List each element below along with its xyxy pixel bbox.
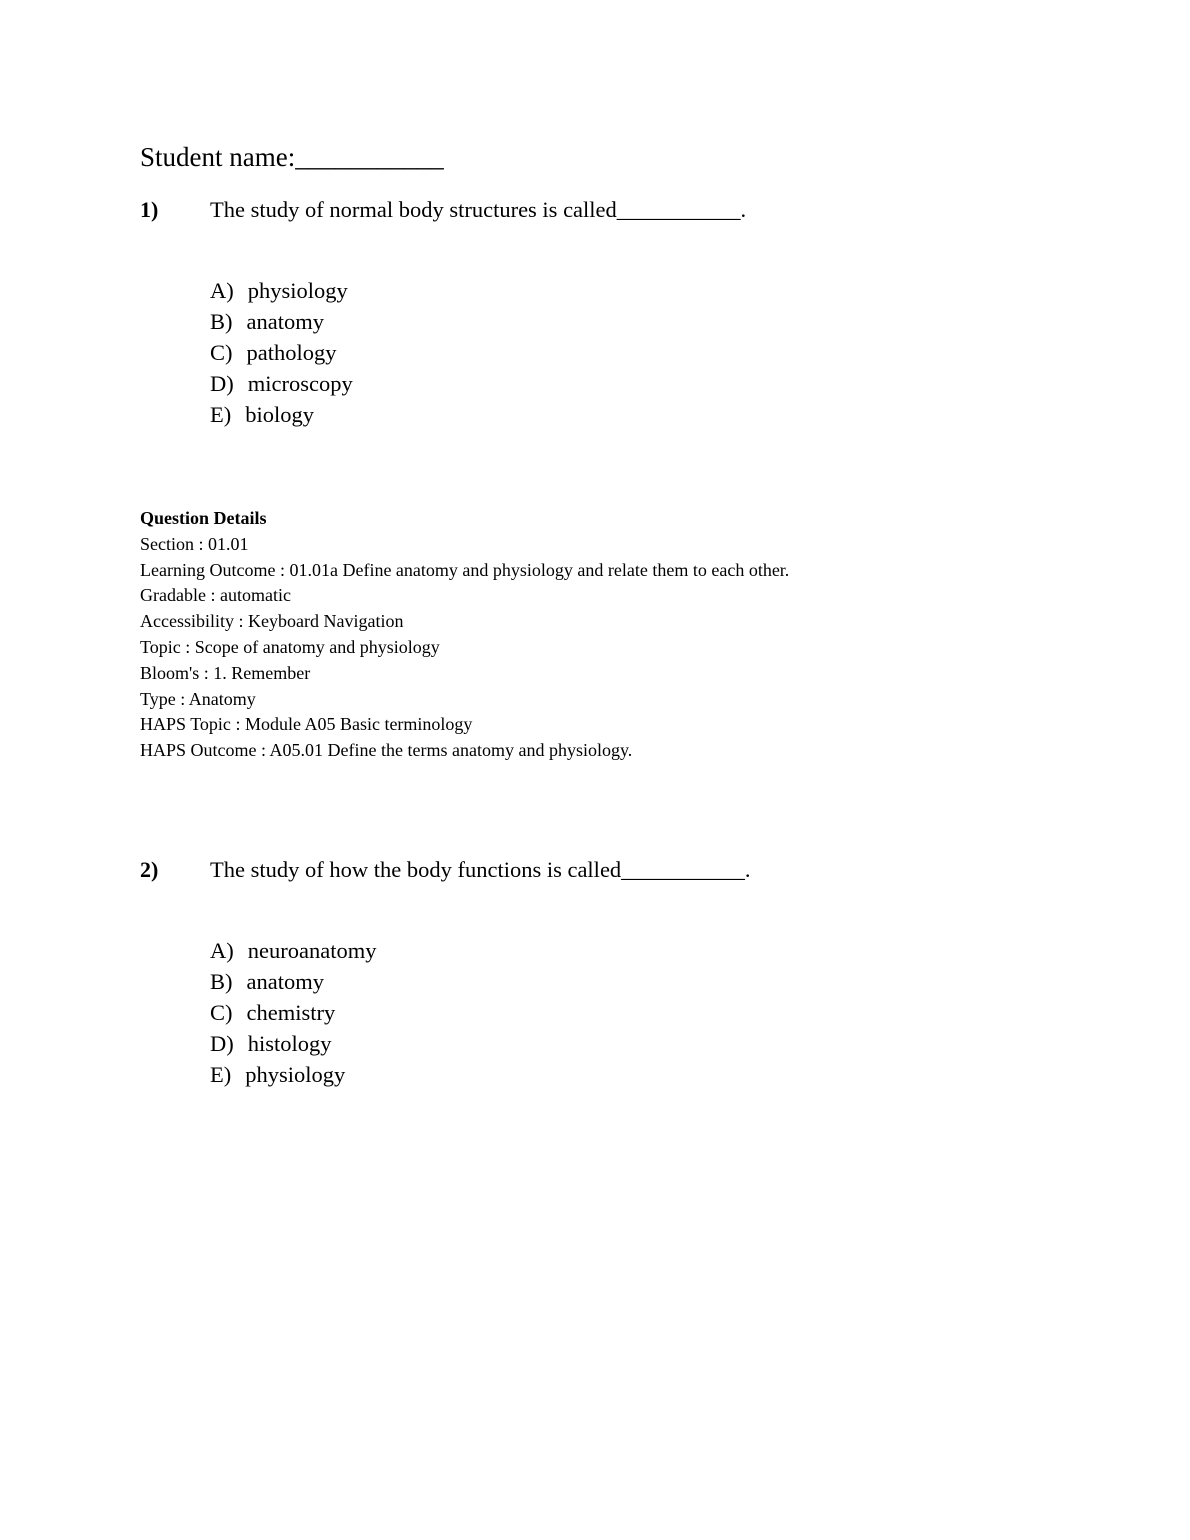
detail-key: Bloom's :	[140, 663, 213, 683]
choice-item	[210, 997, 376, 1028]
choice-item	[210, 935, 376, 966]
detail-value: Anatomy	[188, 688, 256, 709]
detail-key: HAPS Topic :	[140, 714, 245, 734]
choice-letter: A)	[210, 938, 234, 963]
detail-key: Accessibility :	[140, 611, 248, 631]
choice-text: histology	[247, 1031, 332, 1056]
choice-letter: E)	[210, 1062, 232, 1087]
question-details-heading: Question Details	[140, 508, 267, 528]
detail-row	[140, 661, 789, 687]
choice-text: chemistry	[246, 1000, 336, 1025]
choice-text: microscopy	[247, 371, 353, 396]
question-1-choices	[210, 275, 353, 430]
question-2-number: 2)	[140, 857, 159, 882]
detail-row	[140, 712, 789, 738]
detail-value: Keyboard Navigation	[248, 611, 404, 632]
choice-text: physiology	[245, 1062, 346, 1087]
choice-letter: E)	[210, 402, 232, 427]
question-2-stem: The study of how the body functions is called___________.	[210, 857, 751, 882]
detail-value: Scope of anatomy and physiology	[194, 636, 440, 657]
choice-text: anatomy	[246, 309, 324, 334]
question-1-number: 1)	[140, 197, 159, 222]
choice-item	[210, 306, 353, 337]
choice-item	[210, 966, 376, 997]
choice-letter: C)	[210, 1000, 233, 1025]
choice-item	[210, 368, 353, 399]
detail-row	[140, 738, 789, 764]
student-name-label: Student name:___________	[140, 142, 444, 172]
question-1-stem: The study of normal body structures is called___________.	[210, 197, 747, 222]
detail-row	[140, 532, 789, 558]
choice-text: neuroanatomy	[247, 938, 377, 963]
detail-row	[140, 635, 789, 661]
detail-key: Type :	[140, 689, 189, 709]
detail-row	[140, 609, 789, 635]
choice-text: physiology	[247, 278, 348, 303]
detail-row	[140, 558, 789, 584]
choice-text: anatomy	[246, 969, 324, 994]
choice-letter: D)	[210, 371, 234, 396]
question-2-choices	[210, 935, 376, 1090]
detail-value: 01.01a Define anatomy and physiology and relate them to each other.	[289, 559, 790, 580]
detail-row	[140, 687, 789, 713]
detail-value: 01.01	[208, 533, 249, 554]
choice-letter: C)	[210, 340, 233, 365]
choice-letter: D)	[210, 1031, 234, 1056]
detail-value: automatic	[219, 585, 291, 606]
choice-letter: B)	[210, 969, 233, 994]
choice-item	[210, 1028, 376, 1059]
choice-letter: B)	[210, 309, 233, 334]
detail-key: HAPS Outcome :	[140, 740, 270, 760]
detail-key: Gradable :	[140, 585, 220, 605]
detail-value: 1. Remember	[213, 662, 311, 683]
detail-value: A05.01 Define the terms anatomy and physiology.	[269, 740, 633, 761]
choice-item	[210, 337, 353, 368]
choice-text: biology	[245, 402, 315, 427]
detail-key: Section :	[140, 534, 208, 554]
choice-item	[210, 1059, 376, 1090]
choice-item	[210, 275, 353, 306]
detail-key: Topic :	[140, 637, 195, 657]
choice-item	[210, 399, 353, 430]
detail-key: Learning Outcome :	[140, 560, 289, 580]
detail-row	[140, 583, 789, 609]
question-details	[140, 506, 789, 764]
choice-text: pathology	[246, 340, 337, 365]
detail-value: Module A05 Basic terminology	[244, 714, 473, 735]
choice-letter: A)	[210, 278, 234, 303]
